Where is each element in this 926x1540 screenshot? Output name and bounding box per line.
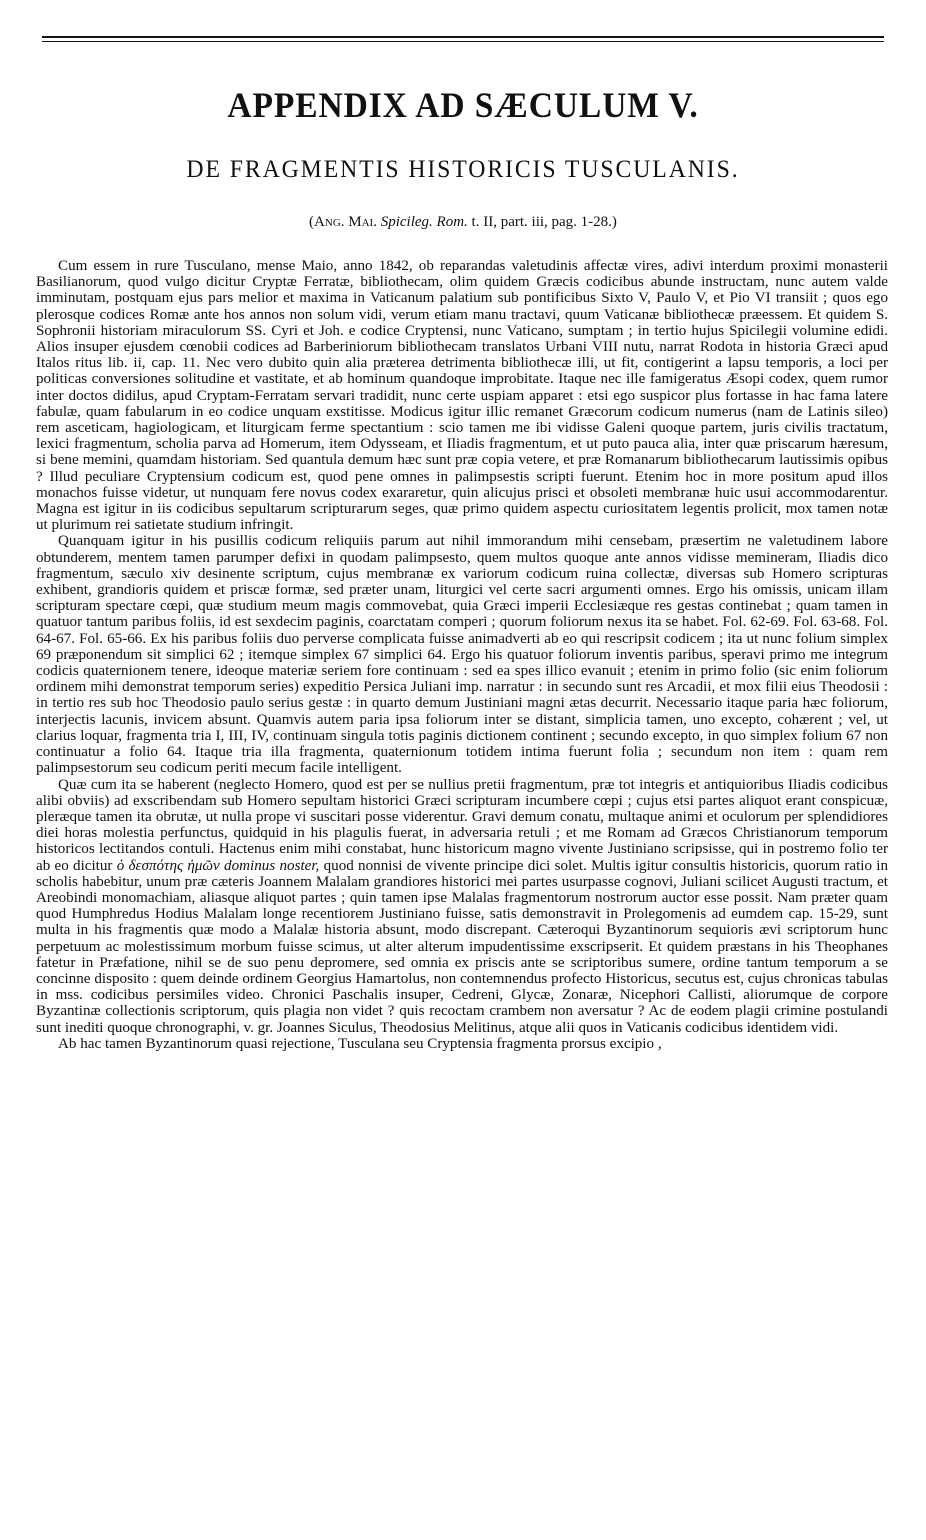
page-title: APPENDIX AD SÆCULUM V. [227, 85, 699, 125]
paragraph-3-continued: quod nonnisi de vivente principe dici solet. Multis igitur consultis historicis, quorum ratio in scholis habebitur, unum præ cæteris Joannem Malalam grandiores historici mei partes usurpasse cognovi, Juliani scilicet Augusti tractum, et Areobindi monomachiam, aliasque aliquot partes ; quin tamen ipse Malalas fragmentorum nostrorum auctor esse possit. Nam præter quam quod Humphredus Hodius Malalam longe recentiorem Justiniano fuisse, satis demonstravit in Prolegomenis ad eumdem cap. 15-29, sunt multa in his fragmentis quæ modo a Malalæ historia absunt, modo discrepant. Cæteroqui Byzantinorum sequioris ævi scriptorum hunc perpetuum ac molestissimum morbum fuisse scimus, ut alter alterum impudentissime exscripserit. Et quidem præstans in his Theophanes fatetur in Præfatione, nihil se de suo penu depromere, sed omnia ex priscis ante se scriptoribus sumere, ordine tantum temporum a se concinne disposito : quem deinde ordinem Georgius Hamartolus, non contemnendus profecto Historicus, secutus est, cujus chronicas tabulas in mss. codicibus persimiles video. Chronici Paschalis insuper, Cedreni, Glycæ, Zonaræ, Nicephori Callisti, aliorumque de corpore Byzantinæ collectionis scriptorum, quis plagia non videt ? quis recoctam crambem non aversatur ? Ac de eodem plagii crimine postulandi sunt inediti quoque chronographi, v. gr. Joannes Siculus, Theodosius Melitinus, atque alii quos in Vaticanis codicibus identidem vidi. [36, 857, 889, 1036]
paragraph-3-text: Quæ cum ita se haberent (neglecto Homero, quod est per se nullius pretii fragmentum, præ tot integris et antiquioribus Iliadis codicibus alibi obviis) ad exscribendam sub Homero sepultam historici Græci scripturam incumbere cœpi ; cujus etsi partes aliquot erant conspicuæ, pleræque tamen ita obrutæ, ut nulla prope vi suscitari posse viderentur. Gravi demum conatu, multaque animi et oculorum per splendidiores diei horas molestia perfunctus, quidquid in his plagulis fuerat, in adversaria retuli ; et me Romam ad Græcos Christianorum temporum historicos lectitandos contuli. Hactenus enim mihi constabat, hunc historicum magno vivente Justiniano scripsisse, qui in postremo folio ter ab eo dicitur [36, 776, 888, 874]
source-citation [0, 214, 926, 231]
source-author: Ang. Mai. [314, 214, 377, 230]
paragraph-1: Cum essem in rure Tusculano, mense Maio, anno 1842, ob reparandas valetudinis affectæ vires, adivi interdum proximi monasterii Basilianorum, quod vulgo dicitur Cryptæ Ferratæ, bibliothecam, olim quidem Græcis codicibus abunde instructam, nunc autem valde imminutam, postquam ejus pars melior et maxima in Vaticanum palatium sub pontificibus Sixto V, Paulo V, et Pio VI transiit ; quos ego plerosque codices Romæ ante hos annos non solum vidi, verum etiam manu tractavi, quum Vaticanæ bibliothecæ præessem. Et quidem S. Sophronii historiam miraculorum SS. Cyri et Joh. e codice Cryptensi, nunc Vaticano, sumptam ; in tertio hujus Spicilegii volumine edidi. Alios insuper ejusdem cœnobii codices ad Barberiniorum bibliothecam translatos Urbani VIII nutu, narrat Rodota in historia Græci apud Italos ritus lib. ii, cap. 11. Nec vero dubito quin alia præterea detrimenta bibliothecæ illi, ut fit, contigerint a lapsu temporis, a loci per politicas conversiones solitudine et vastitate, et ab hominum quandoque improbitate. Itaque nec ille famigeratus Æsopi codex, quem rumor inter doctos didilus, apud Cryptam-Ferratam servari tradidit, nunc certe uspiam apparet : etsi ego suspicor plus fortasse in hac fama latere fabulæ, quam fabularum in eo codice unquam exstitisse. Modicus igitur illic remanet Græcorum codicum numerus (nam de Latinis sileo) rem asceticam, hagiologicam, et liturgicam ferme spectantium : scio tamen me ibi vidisse Galeni quoque partem, juris civilis tractatum, lexici fragmentum, scholia parva ad Homerum, item Odysseam, et Iliadis fragmentum, et ut puto pauca alia, inter quæ priscarum hæresum, si bene memini, quamdam historiam. Sed quantula demum hæc sunt præ copia vetere, et præ Romanarum bibliothecarum lautissimis opibus ? Illud peculiare Cryptensium codicum est, quod pene omnes in palimpsestis scripti fuerunt. Etenim hoc in more positum apud illos monachos fuisse videtur, ut nunquam fere novus codex exararetur, quin alicujus prisci et obsoleti membranæ huic usui accommodarentur. Magna est igitur in iis codicibus sepultarum scripturarum seges, quæ primo quidem aspectu curiositatem legentis prolicit, mox tamen notæ ut plurimum rei satietate studium infringit. [36, 258, 888, 534]
paragraph-3 [36, 777, 888, 1036]
greek-phrase: ὁ δεσπότης ἡμῶν [116, 857, 220, 874]
top-rule [42, 36, 884, 38]
top-rule-thin [42, 41, 884, 42]
page-subtitle: DE FRAGMENTIS HISTORICIS TUSCULANIS. [186, 156, 740, 183]
paragraph-4: Ab hac tamen Byzantinorum quasi rejectione, Tusculana seu Cryptensia fragmenta prorsus excipio , [58, 1035, 662, 1052]
italic-phrase: dominus noster, [224, 857, 320, 874]
source-rest: t. II, part. iii, pag. 1-28.) [467, 214, 617, 230]
paragraph-2: Quanquam igitur in his pusillis codicum reliquiis parum aut nihil immorandum mihi censebam, præsertim ne valetudinem labore obtunderem, mentem tamen parumper defixi in quodam palimpsesto, quem multos quoque ante annos vidisse memineram, Iliadis dico fragmentum, sæculo xiv desinente scriptum, cujus membranæ ex variorum codicum ruina collectæ, diversas sub Homero scripturas exhibent, grandioris quidem et priscæ formæ, sed præter unam, liturgici vel certe sacri argumenti omnes. Ergo his omissis, unicam illam scripturam spectare cœpi, quæ studium meum magis commovebat, quia Græci imperii Ecclesiæque res gestas continebat ; quam tamen in quatuor tantum paribus foliis, id est sexdecim paginis, coarctatam comperi ; quorum foliorum nexus ita se habet. Fol. 62-69. Fol. 63-68. Fol. 64-67. Fol. 65-66. Ex his paribus foliis duo perverse complicata fuisse animadverti ab eo qui rescripsit codicem ; ita ut nunc folium simplex 69 præponendum sit simplici 62 ; itemque simplex 67 simplici 64. Ergo his quatuor foliorum inventis paribus, speravi primo me integrum codicis quaternionem tenere, ideoque materiæ seriem fore continuam : sed ea spes illico evanuit ; etenim in primo folio (sic enim foliorum ordinem mihi demonstrat temporum series) expeditio Persica Juliani imp. narratur : in secundo sunt res Arcadii, et mox filii eius Theodosii : in tertio res sub hoc Theodosio paulo serius gestæ : in quarto demum Justiniani magni ætas decurrit. Necessario itaque paria hæc foliorum, interjectis lacunis, invicem absunt. Quamvis autem paria ipsa foliorum inter se distant, simplicia tamen, uno excepto, cohærent ; vel, ut clarius loquar, fragmenta tria I, III, IV, continuam singula totis paginis dictionem continent ; secundo excepto, in quo simplex folium 67 non continuatur a folio 64. Itaque tria illa fragmenta, quaternionum totidem intima fuerunt folia ; secundum non item : quam rem palimpsestorum seu codicum periti mecum facile intelligent. [36, 533, 888, 777]
source-work: Spicileg. Rom. [380, 214, 468, 230]
source-open: ( [309, 214, 315, 230]
body-text [36, 258, 888, 1052]
